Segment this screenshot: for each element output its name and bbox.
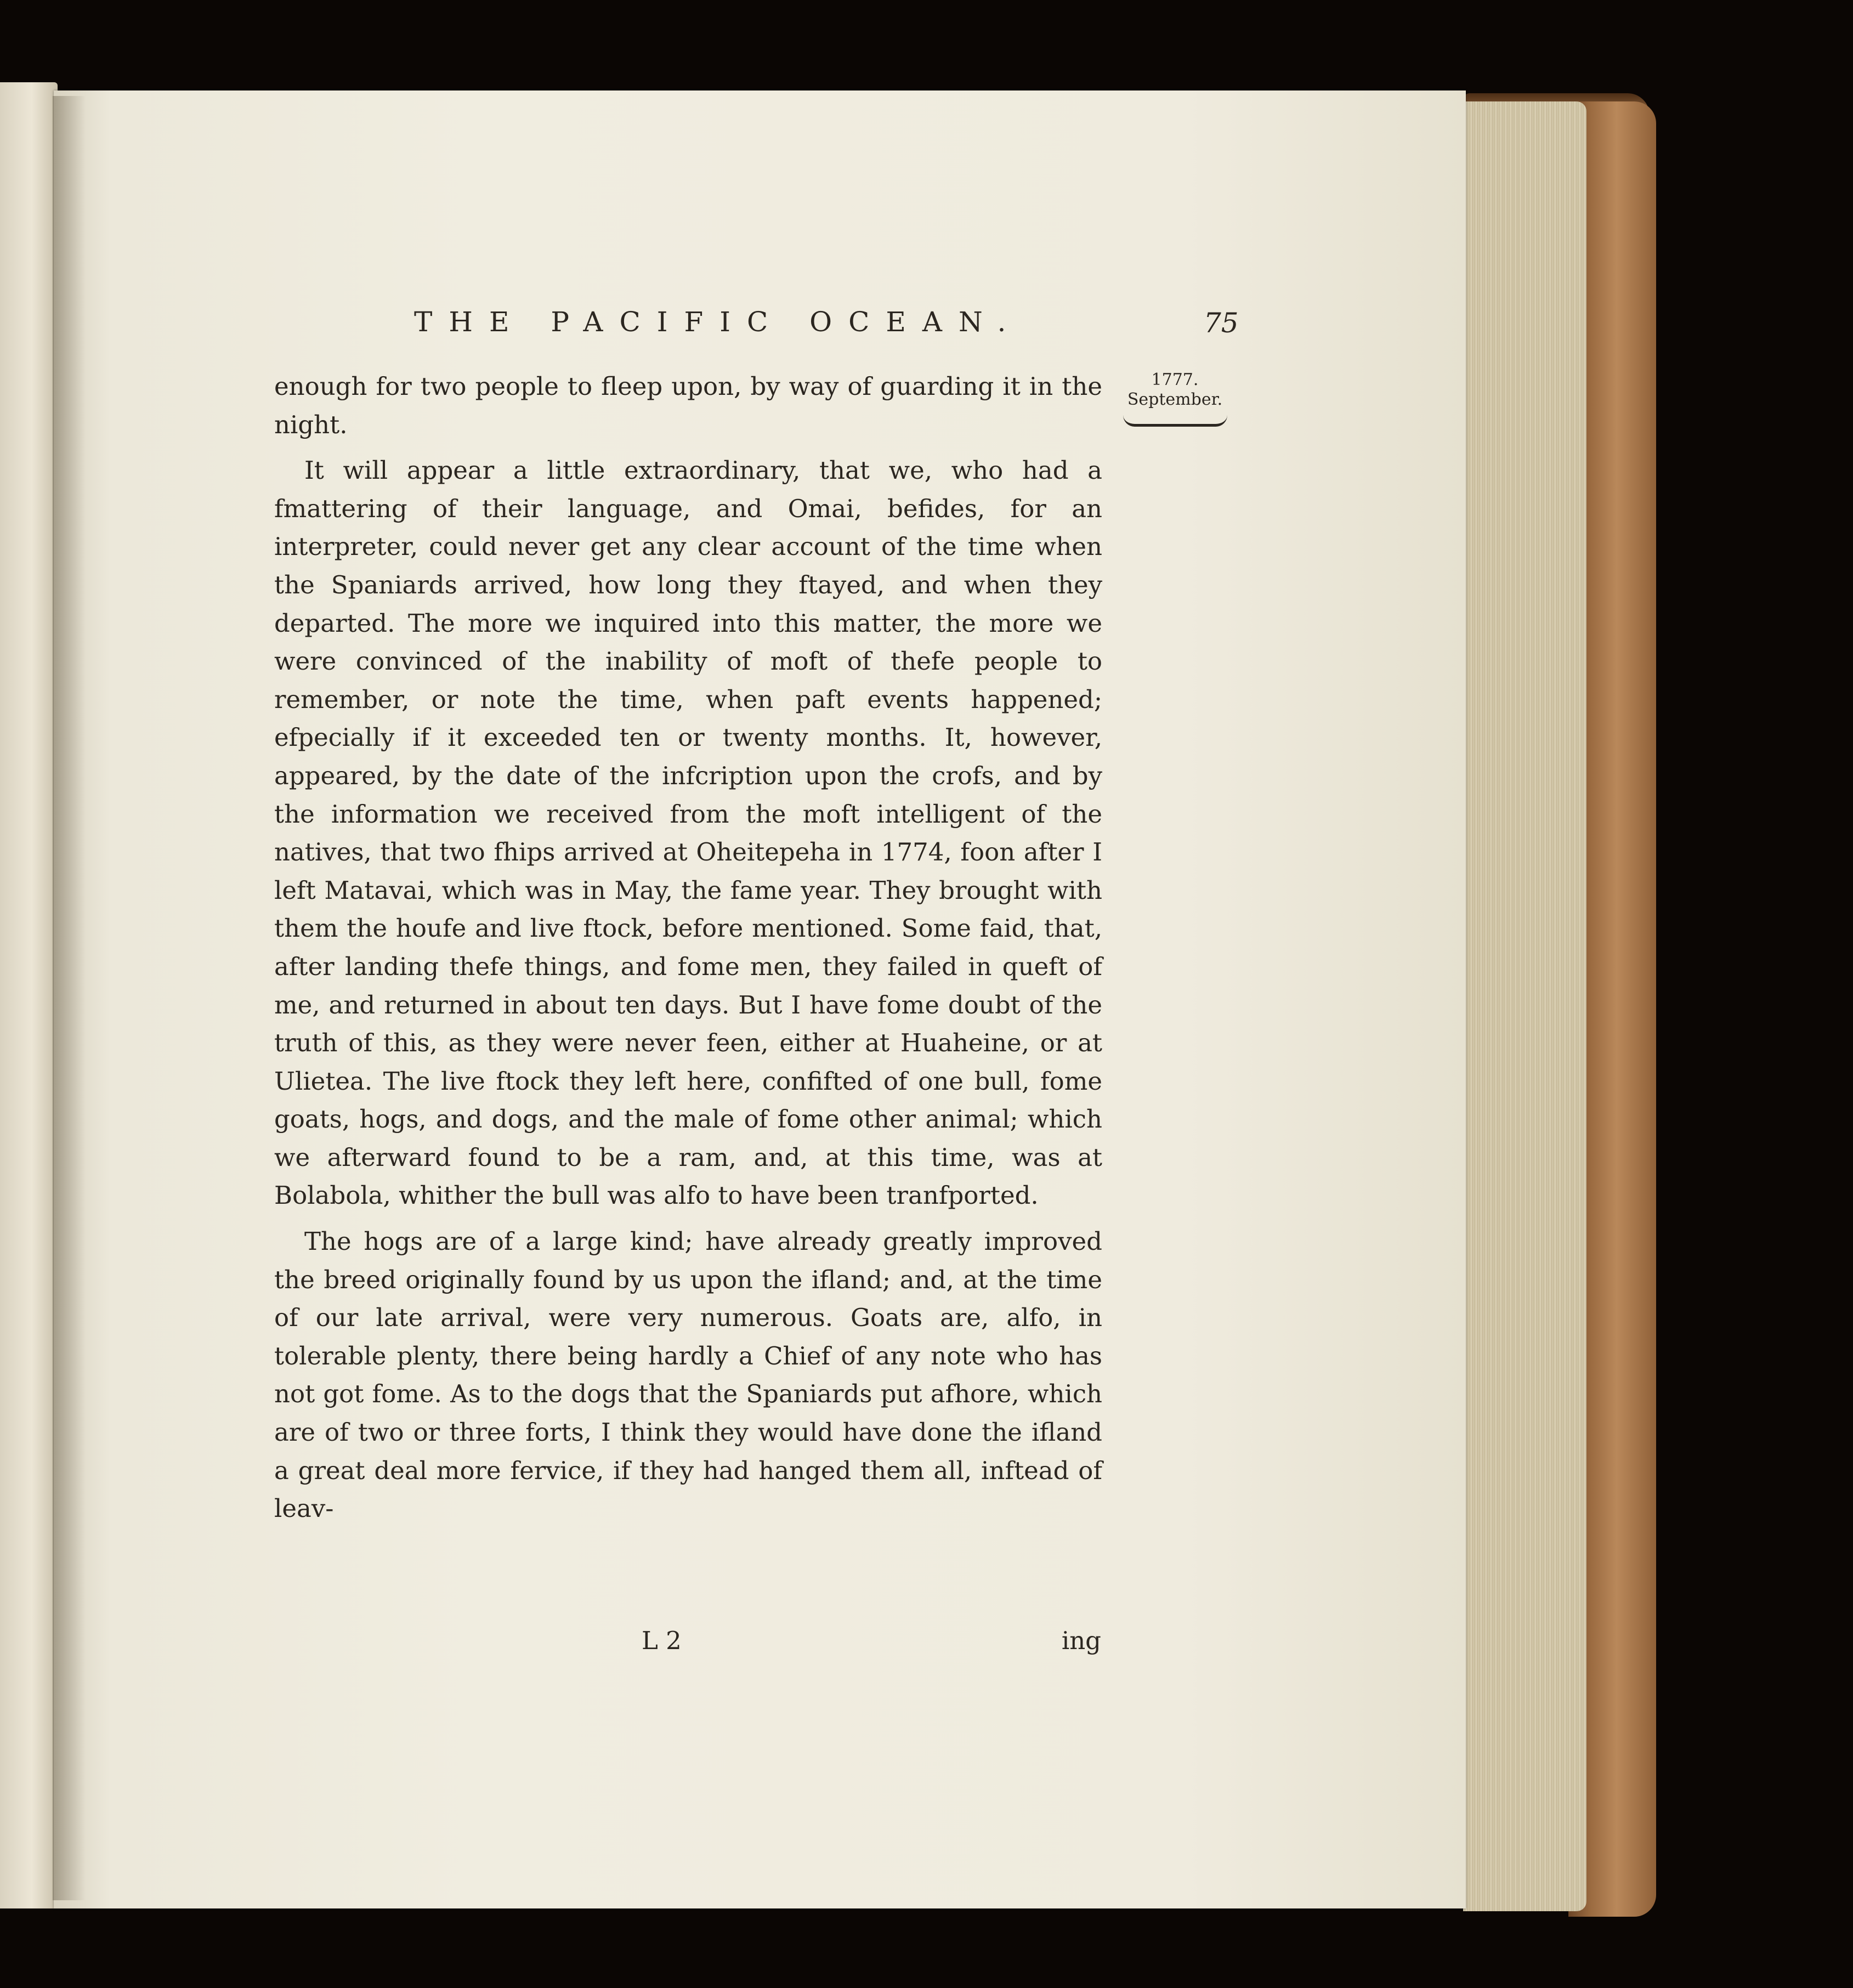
margin-year: 1777. [1151,370,1199,389]
margin-date-note [1116,370,1234,427]
gutter-shadow [53,96,86,1900]
signature-mark: L 2 [642,1626,682,1655]
running-head: THE PACIFIC OCEAN. [414,306,1023,338]
page-number: 75 [1204,307,1239,339]
paragraph-continuation: enough for two people to fleep upon, by way of guarding it in the night. [274,372,1102,439]
facing-page-edge [0,82,58,1908]
catchword: ing [1061,1626,1101,1655]
body-text [274,367,1102,1528]
margin-month: September. [1127,390,1223,409]
page-block-edge [1463,101,1586,1911]
paragraph-spaniards-arrival: It will appear a little extraordinary, that we, who had a fmattering of their language, and Omai, befides, for an interpreter, could never get any clear account of the time when the Spaniards arrived, how long they ftayed, and when they departed. The more we inquired into this matter, the more we were convinced of the inability of moft of thefe people to remember, or note the time, when paft events happened; efpecially if it exceeded ten or twenty months. It, however, appeared, by the date of the infcription upon the crofs, and by the information we received from the moft intelligent of the natives, that two fhips arrived at Oheitepeha in 1774, foon after I left Matavai, which was in May, the fame year. They brought with them the houfe and live ftock, before mentioned. Some faid, that, after landing thefe things, and fome men, they failed in queft of me, and returned in about ten days. But I have fome doubt of the truth of this, as they were never feen, either at Huaheine, or at Ulietea. The live ftock they left here, confifted of one bull, fome goats, hogs, and dogs, and the male of fome other animal; which we afterward found to be a ram, and, at this time, was at Bolabola, whither the bull was alfo to have been tranfported. [274,456,1102,1210]
paragraph-livestock: The hogs are of a large kind; have already greatly improved the breed originally found by us upon the ifland; and, at the time of our late arrival, were very numerous. Goats are, alfo, in tolerable plenty, there being hardly a Chief of any note who has not got fome. As to the dogs that the Spaniards put afhore, which are of two or three forts, I think they would have done the ifland a great deal more fervice, if they had hanged them all, inftead of leav- [274,1227,1102,1523]
margin-brace-ornament [1123,415,1227,427]
page-footer [274,1626,1102,1664]
